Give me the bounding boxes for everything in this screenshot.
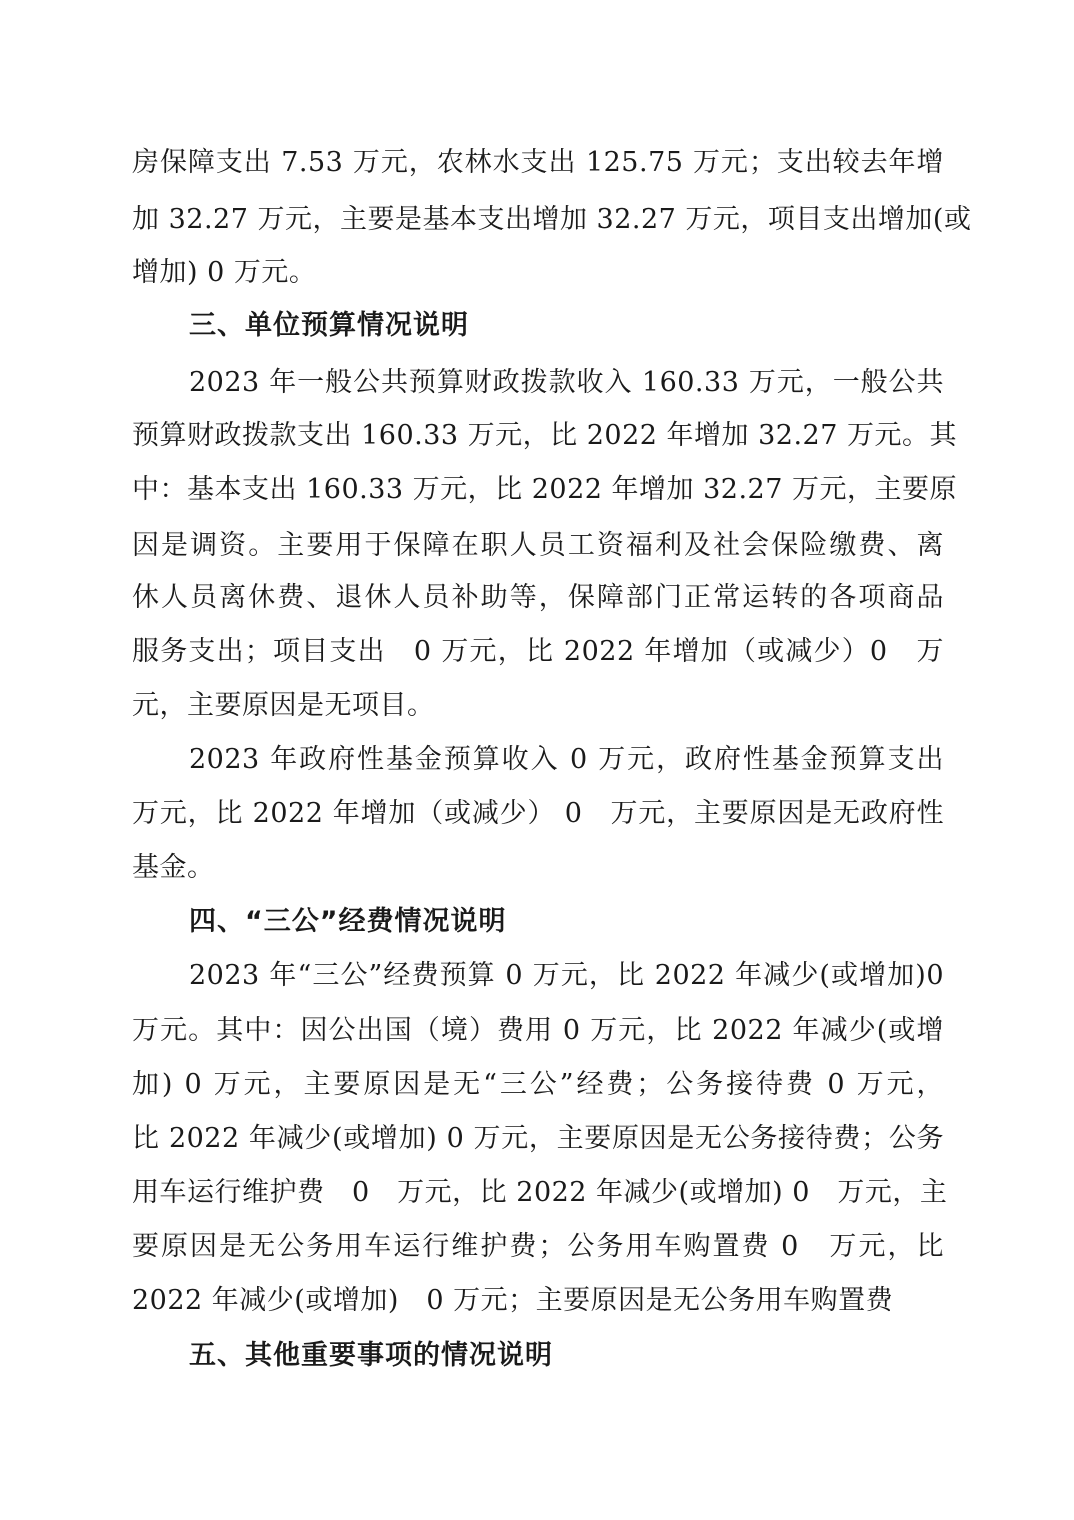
paragraph-2-line-1: 2023 年一般公共预算财政拨款收入 160.33 万元，一般公共 bbox=[189, 367, 944, 398]
paragraph-3-line-1: 2023 年政府性基金预算收入 0 万元，政府性基金预算支出 bbox=[189, 744, 944, 775]
paragraph-3-line-3: 基金。 bbox=[132, 852, 215, 883]
paragraph-2-line-3: 中：基本支出 160.33 万元，比 2022 年增加 32.27 万元，主要原 bbox=[132, 474, 957, 505]
paragraph-4-line-5: 用车运行维护费 0 万元，比 2022 年减少(或增加) 0 万元，主 bbox=[132, 1177, 948, 1208]
paragraph-4-line-6: 要原因是无公务用车运行维护费；公务用车购置费 0 万元，比 bbox=[132, 1231, 944, 1262]
paragraph-1-line-1: 房保障支出 7.53 万元，农林水支出 125.75 万元；支出较去年增 bbox=[132, 147, 944, 178]
paragraph-4-line-4: 比 2022 年减少(或增加) 0 万元，主要原因是无公务接待费；公务 bbox=[132, 1123, 944, 1154]
paragraph-1-line-3: 增加) 0 万元。 bbox=[132, 257, 317, 288]
paragraph-4-line-1: 2023 年“三公”经费预算 0 万元，比 2022 年减少(或增加)0 bbox=[189, 960, 944, 991]
paragraph-2-line-5: 休人员离休费、退休人员补助等，保障部门正常运转的各项商品 bbox=[132, 582, 944, 613]
paragraph-2-line-2: 预算财政拨款支出 160.33 万元，比 2022 年增加 32.27 万元。其 bbox=[132, 420, 957, 451]
paragraph-4-line-3: 加) 0 万元，主要原因是无“三公”经费；公务接待费 0 万元， bbox=[132, 1069, 944, 1100]
paragraph-2-line-6: 服务支出；项目支出 0 万元，比 2022 年增加（或减少）0 万 bbox=[132, 636, 944, 667]
paragraph-2-line-7: 元，主要原因是无项目。 bbox=[132, 690, 435, 721]
paragraph-4-line-7: 2022 年减少(或增加) 0 万元；主要原因是无公务用车购置费 bbox=[132, 1285, 894, 1316]
section-heading-3: 三、单位预算情况说明 bbox=[189, 310, 469, 341]
paragraph-2-line-4: 因是调资。主要用于保障在职人员工资福利及社会保险缴费、离 bbox=[132, 530, 944, 561]
paragraph-4-line-2: 万元。其中：因公出国（境）费用 0 万元，比 2022 年减少(或增 bbox=[132, 1015, 944, 1046]
paragraph-3-line-2: 万元，比 2022 年增加（或减少） 0 万元，主要原因是无政府性 bbox=[132, 798, 944, 829]
section-heading-5: 五、其他重要事项的情况说明 bbox=[189, 1340, 553, 1371]
section-heading-4: 四、“三公”经费情况说明 bbox=[189, 906, 507, 937]
paragraph-1-line-2: 加 32.27 万元，主要是基本支出增加 32.27 万元，项目支出增加(或 bbox=[132, 204, 972, 235]
